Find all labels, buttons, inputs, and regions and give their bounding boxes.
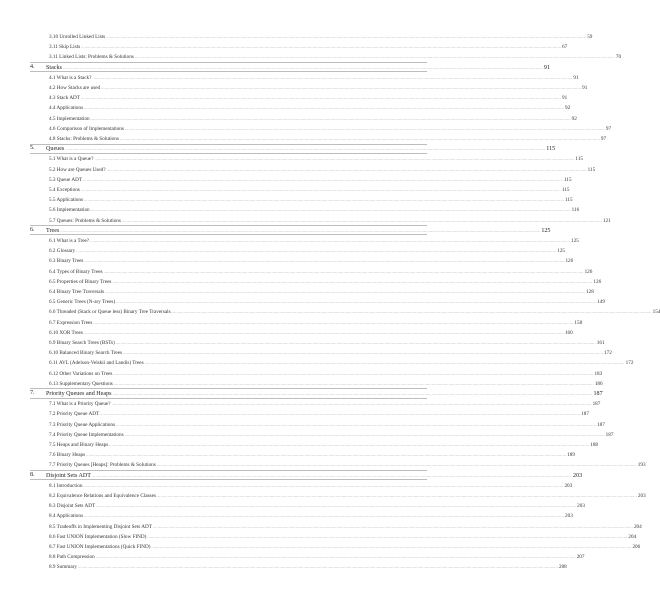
dot-leader: ................................................................................................................................................................................................................................................................................................................................................................................................................	[124, 125, 605, 131]
toc-entry-title: 5.6 Implementation	[49, 207, 90, 214]
toc-page-number: 91	[573, 74, 579, 81]
toc-entry	[49, 481, 573, 491]
chapter-number: 7.	[30, 390, 35, 396]
dot-leader: ................................................................................................................................................................................................................................................................................................................................................................................................................	[101, 85, 582, 90]
toc-entry	[49, 318, 583, 328]
toc-section-row	[0, 562, 567, 571]
toc-entry	[49, 420, 605, 430]
toc-section-row	[0, 379, 603, 388]
toc-entry	[49, 501, 585, 511]
toc-entry	[49, 277, 602, 287]
toc-page-number: 91	[543, 64, 551, 71]
toc-entry-title: 6.4 Binary Tree Traversals	[49, 289, 105, 295]
dot-leader: ................................................................................................................................................................................................................................................................................................................................................................................................................	[100, 411, 581, 417]
toc-section-row	[0, 185, 570, 194]
toc-entry	[49, 267, 593, 277]
toc-entry	[49, 185, 570, 195]
toc-entry-title: 3.11 Skip Lists	[49, 44, 81, 51]
toc-entry	[49, 93, 568, 103]
toc-section-row	[0, 256, 574, 265]
toc-section-row	[0, 93, 568, 102]
toc-page-number: 206	[632, 544, 641, 550]
toc-entry	[49, 297, 605, 307]
toc-section-row	[0, 205, 580, 214]
toc-section-row	[0, 481, 573, 490]
chapter-divider-top	[30, 225, 427, 226]
dot-leader: ................................................................................................................................................................................................................................................................................................................................................................................................................	[80, 95, 561, 101]
toc-page-number: 187	[592, 401, 601, 408]
dot-leader: ................................................................................................................................................................................................................................................................................................................................................................................................................	[156, 493, 637, 498]
toc-entry-title: 5.3 Queue ADT	[49, 176, 82, 183]
dot-leader: ................................................................................................................................................................................................................................................................................................................................................................................................................	[121, 217, 602, 223]
toc-entry-title: 4.8 Stacks: Problems & Solutions	[49, 136, 119, 142]
dot-leader: ................................................................................................................................................................................................................................................................................................................................................................................................................	[151, 544, 632, 549]
dot-leader: ................................................................................................................................................................................................................................................................................................................................................................................................................	[83, 329, 564, 335]
toc-entry	[49, 450, 575, 460]
toc-entry	[49, 379, 603, 389]
toc-section-row	[0, 124, 612, 133]
toc-page-number: 186	[594, 380, 603, 387]
toc-page-number: 204	[628, 533, 637, 540]
dot-leader: ................................................................................................................................................................................................................................................................................................................................................................................................................	[119, 136, 600, 141]
dot-leader: ................................................................................................................................................................................................................................................................................................................................................................................................................	[144, 360, 625, 366]
toc-section-row	[0, 369, 603, 378]
toc-entry	[49, 52, 622, 62]
toc-entry	[49, 205, 580, 215]
toc-entry-title: 8.3 Disjoint Sets ADT	[49, 503, 96, 510]
dot-leader: ................................................................................................................................................................................................................................................................................................................................................................................................................	[62, 64, 543, 70]
toc-entry	[49, 216, 611, 226]
toc-page-number: 126	[593, 278, 602, 285]
dot-leader: ................................................................................................................................................................................................................................................................................................................................................................................................................	[84, 105, 565, 111]
toc-entry	[49, 256, 574, 266]
toc-section-row	[0, 195, 573, 204]
toc-entry	[49, 287, 594, 297]
toc-entry-title: 6.5 Generic Trees (N-ary Trees)	[49, 299, 116, 306]
toc-page-number: 161	[596, 340, 605, 346]
toc-section-row	[0, 358, 634, 367]
toc-entry-title: 4.2 How Stacks are used	[49, 85, 101, 91]
toc-page-number: 187	[581, 411, 589, 418]
dot-leader: ................................................................................................................................................................................................................................................................................................................................................................................................................	[111, 401, 592, 407]
toc-entry-title: Priority Queues and Heaps	[46, 391, 112, 397]
toc-section-row	[0, 114, 577, 123]
toc-entry	[49, 511, 573, 521]
toc-entry-title: 6.12 Other Variations on Trees	[49, 370, 113, 377]
toc-entry-title: 7.4 Priority Queue Implementations	[49, 431, 124, 438]
dot-leader: ................................................................................................................................................................................................................................................................................................................................................................................................................	[84, 197, 565, 203]
toc-section-row	[0, 532, 637, 541]
toc-entry-title: 8.2 Equivalence Relations and Equivalence Classes	[49, 493, 156, 499]
toc-section-row	[0, 542, 641, 551]
toc-page-number: 91	[582, 85, 588, 91]
toc-entry	[49, 399, 601, 409]
dot-leader: ................................................................................................................................................................................................................................................................................................................................................................................................................	[84, 258, 565, 264]
dot-leader: ................................................................................................................................................................................................................................................................................................................................................................................................................	[147, 533, 628, 539]
toc-entry-title: 4.1 What is a Stack?	[49, 74, 92, 81]
dot-leader: ................................................................................................................................................................................................................................................................................................................................................................................................................	[106, 166, 587, 172]
toc-section-row	[0, 103, 571, 112]
toc-page-number: 97	[605, 125, 612, 132]
toc-page-number: 115	[546, 146, 556, 153]
toc-entry-title: 4.4 Applications	[49, 105, 84, 112]
toc-section-row	[0, 501, 585, 510]
toc-entry-title: 5.4 Exceptions	[49, 187, 80, 193]
toc-entry-title: 5.7 Queues: Problems & Solutions	[49, 217, 121, 224]
dot-leader: ................................................................................................................................................................................................................................................................................................................................................................................................................	[106, 34, 587, 39]
chapter-divider-top	[30, 388, 427, 389]
dot-leader: ................................................................................................................................................................................................................................................................................................................................................................................................................	[90, 207, 571, 213]
toc-section-row	[0, 399, 601, 408]
toc-page-number: 187	[605, 431, 614, 438]
toc-entry-title: Stacks	[46, 64, 62, 71]
dot-leader: ................................................................................................................................................................................................................................................................................................................................................................................................................	[124, 431, 605, 437]
toc-entry	[49, 83, 588, 93]
toc-page-number: 115	[575, 156, 584, 163]
toc-page-number: 91	[561, 95, 568, 102]
toc-page-number: 125	[557, 248, 566, 255]
dot-leader: ................................................................................................................................................................................................................................................................................................................................................................................................................	[112, 391, 593, 396]
toc-entry-title: 6.4 Types of Binary Trees	[49, 268, 103, 275]
toc-section-row	[0, 73, 579, 82]
toc-entry-title: 4.3 Stack ADT	[49, 95, 80, 102]
toc-entry	[49, 562, 567, 572]
toc-entry	[49, 165, 596, 175]
toc-page-number: 160	[564, 329, 573, 336]
toc-entry-title: 8.6 Fast UNION Implementation (Slow FIND)	[49, 533, 147, 540]
toc-section-row	[0, 297, 605, 306]
toc-section-row	[0, 450, 575, 459]
toc-section-row	[0, 552, 585, 561]
toc-page-number: 172	[604, 350, 612, 357]
dot-leader: ................................................................................................................................................................................................................................................................................................................................................................................................................	[93, 319, 574, 325]
toc-page-number: 128	[586, 289, 594, 295]
toc-page-number: 92	[571, 115, 577, 122]
toc-page-number: 187	[593, 391, 603, 397]
toc-page-number: 154	[652, 309, 660, 316]
toc-page-number: 203	[577, 503, 585, 510]
toc-page-number: 115	[587, 166, 596, 173]
toc-entry-title: 7.2 Priority Queue ADT	[49, 411, 100, 418]
toc-entry-title: 8.4 Applications	[49, 513, 84, 520]
toc-page-number: 204	[633, 523, 642, 530]
dot-leader: ................................................................................................................................................................................................................................................................................................................................................................................................................	[92, 74, 573, 80]
toc-section-row	[0, 175, 572, 184]
toc-entry	[49, 154, 584, 164]
toc-section-row	[0, 307, 660, 316]
dot-leader: ................................................................................................................................................................................................................................................................................................................................................................................................................	[115, 340, 596, 345]
toc-page-number: 70	[615, 54, 622, 61]
toc-entry-title: 5.2 How are Queues Used?	[49, 166, 106, 173]
toc-page-number: 116	[571, 207, 580, 214]
toc-entry-title: 6.11 AVL (Adelson-Velskii and Landis) Trees	[49, 360, 144, 367]
toc-entry-title: 6.7 Expression Trees	[49, 319, 93, 326]
dot-leader: ................................................................................................................................................................................................................................................................................................................................................................................................................	[109, 442, 590, 447]
toc-page-number: 187	[597, 421, 605, 428]
chapter-number: 8.	[30, 471, 35, 478]
toc-page-number: 67	[562, 44, 568, 51]
toc-section-row	[0, 32, 593, 41]
toc-entry-title: 6.10 XOR Trees	[49, 329, 83, 336]
toc-page-number: 208	[558, 564, 567, 571]
toc-section-row	[0, 287, 594, 296]
toc-section-row	[0, 430, 614, 439]
toc-page-number: 183	[594, 370, 603, 377]
toc-entry	[49, 328, 573, 338]
toc-entry	[49, 32, 593, 42]
toc-section-row	[0, 328, 573, 337]
toc-section-row	[0, 348, 612, 357]
toc-entry-title: 3.10 Unrolled Linked Lists	[49, 34, 106, 40]
dot-leader: ................................................................................................................................................................................................................................................................................................................................................................................................................	[90, 115, 571, 121]
dot-leader: ................................................................................................................................................................................................................................................................................................................................................................................................................	[83, 482, 564, 488]
toc-entry	[49, 42, 568, 52]
toc-entry-title: Disjoint Sets ADT	[46, 472, 92, 479]
toc-entry-title: 5.5 Applications	[49, 197, 84, 204]
dot-leader: ................................................................................................................................................................................................................................................................................................................................................................................................................	[156, 462, 637, 468]
toc-entry	[49, 532, 637, 542]
toc-section-row	[0, 409, 589, 418]
dot-leader: ................................................................................................................................................................................................................................................................................................................................................................................................................	[112, 278, 593, 284]
toc-section-row	[0, 491, 646, 500]
toc-entry	[49, 348, 612, 358]
toc-section-row	[0, 52, 622, 61]
toc-page-number: 203	[564, 482, 573, 489]
toc-section-row	[0, 165, 596, 174]
toc-page-number: 126	[584, 268, 593, 275]
toc-section-row	[0, 338, 605, 347]
toc-entry	[49, 409, 589, 419]
toc-page-number: 193	[637, 462, 646, 469]
toc-entry	[49, 236, 579, 246]
dot-leader: ................................................................................................................................................................................................................................................................................................................................................................................................................	[103, 268, 584, 274]
toc-section-row	[0, 246, 566, 255]
chapter-divider-top	[30, 62, 427, 63]
toc-entry-title: Queues	[46, 146, 65, 153]
toc-entry-title: 6.10 Balanced Binary Search Trees	[49, 350, 123, 357]
toc-entry-title: 4.5 Implementation	[49, 115, 90, 122]
toc-section-row	[0, 154, 584, 163]
chapter-divider-top	[30, 144, 427, 145]
toc-entry-title: 6.1 What is a Tree?	[49, 238, 90, 244]
toc-entry-title: 7.6 Binary Heaps	[49, 452, 86, 459]
toc-entry	[49, 440, 598, 450]
toc-entry	[49, 338, 605, 348]
chapter-divider-top	[30, 470, 427, 471]
toc-entry	[49, 460, 646, 470]
toc-entry-title: 7.5 Heaps and Binary Heaps	[49, 442, 109, 448]
toc-page-number: 203	[565, 513, 573, 520]
toc-entry-title: 8.5 Tradeoffs in Implementing Disjoint Sets ADT	[49, 523, 152, 530]
dot-leader: ................................................................................................................................................................................................................................................................................................................................................................................................................	[84, 513, 565, 519]
dot-leader: ................................................................................................................................................................................................................................................................................................................................................................................................................	[113, 370, 594, 376]
toc-page-number: 158	[574, 319, 583, 326]
toc-entry-title: 8.7 Fast UNION Implementations (Quick FIND)	[49, 544, 151, 550]
toc-entry	[49, 542, 641, 552]
toc-page-number: 203	[637, 493, 646, 499]
toc-section-row	[0, 460, 646, 469]
dot-leader: ................................................................................................................................................................................................................................................................................................................................................................................................................	[171, 309, 652, 315]
toc-entry	[49, 124, 612, 134]
chapter-number: 5.	[30, 145, 35, 152]
toc-page-number: 125	[571, 238, 579, 244]
toc-entry	[49, 73, 579, 83]
dot-leader: ................................................................................................................................................................................................................................................................................................................................................................................................................	[95, 554, 576, 560]
toc-entry-title: 4.6 Comparison of Implementations	[49, 125, 124, 132]
toc-section-row	[0, 277, 602, 286]
toc-entry-title: 6.3 Binary Trees	[49, 258, 84, 265]
toc-entry	[49, 491, 646, 501]
toc-entry	[49, 552, 585, 562]
dot-leader: ................................................................................................................................................................................................................................................................................................................................................................................................................	[105, 289, 586, 294]
dot-leader: ................................................................................................................................................................................................................................................................................................................................................................................................................	[94, 156, 575, 162]
toc-entry-title: Trees	[46, 227, 60, 234]
toc-entry	[49, 134, 607, 144]
toc-section-row	[0, 511, 573, 520]
chapter-number: 6.	[30, 226, 35, 233]
toc-page-number: 172	[625, 360, 634, 367]
dot-leader: ................................................................................................................................................................................................................................................................................................................................................................................................................	[81, 44, 562, 50]
toc-entry	[49, 175, 572, 185]
toc-section-row	[0, 83, 588, 92]
dot-leader: ................................................................................................................................................................................................................................................................................................................................................................................................................	[80, 187, 561, 192]
dot-leader: ................................................................................................................................................................................................................................................................................................................................................................................................................	[113, 380, 594, 386]
toc-entry-title: 7.3 Priority Queue Applications	[49, 421, 115, 428]
toc-section-row	[0, 267, 593, 276]
toc-page-number: 126	[565, 258, 574, 265]
toc-page-number: 188	[590, 442, 598, 448]
toc-entry	[49, 307, 660, 317]
toc-entry	[49, 195, 573, 205]
toc-entry	[49, 430, 614, 440]
toc-page-number: 115	[561, 187, 570, 193]
dot-leader: ................................................................................................................................................................................................................................................................................................................................................................................................................	[96, 503, 577, 509]
toc-entry	[49, 522, 642, 532]
dot-leader: ................................................................................................................................................................................................................................................................................................................................................................................................................	[77, 564, 558, 570]
toc-page-number: 92	[565, 105, 571, 112]
toc-entry	[49, 114, 577, 124]
toc-section-row	[0, 522, 642, 531]
dot-leader: ................................................................................................................................................................................................................................................................................................................................................................................................................	[116, 421, 596, 427]
toc-page-number: 189	[567, 452, 575, 459]
toc-section-row	[0, 216, 611, 225]
toc-page-number: 121	[602, 217, 611, 224]
toc-entry-title: 6.5 Properties of Binary Trees	[49, 278, 112, 285]
dot-leader: ................................................................................................................................................................................................................................................................................................................................................................................................................	[134, 54, 615, 60]
toc-section-row	[0, 420, 605, 429]
toc-entry	[49, 358, 634, 368]
chapter-number: 4.	[30, 63, 35, 70]
dot-leader: ................................................................................................................................................................................................................................................................................................................................................................................................................	[152, 523, 633, 529]
toc-page-number: 149	[597, 299, 605, 306]
toc-entry-title: 6.9 Binary Search Trees (BSTs)	[49, 340, 115, 346]
toc-entry-title: 6.6 Threaded (Stack or Queue less) Binary Tree Traversals	[49, 309, 171, 316]
toc-section-row	[0, 134, 607, 143]
toc-page-number: 59	[587, 34, 593, 40]
toc-entry-title: 5.1 What is a Queue?	[49, 156, 94, 163]
dot-leader: ................................................................................................................................................................................................................................................................................................................................................................................................................	[123, 350, 604, 356]
dot-leader: ................................................................................................................................................................................................................................................................................................................................................................................................................	[76, 248, 557, 254]
toc-page-number: 115	[564, 176, 572, 183]
dot-leader: ................................................................................................................................................................................................................................................................................................................................................................................................................	[116, 299, 597, 305]
toc-section-row	[0, 236, 579, 245]
toc-page-number: 125	[541, 227, 551, 234]
toc-entry-title: 3.11 Linked Lists: Problems & Solutions	[49, 54, 134, 61]
dot-leader: ................................................................................................................................................................................................................................................................................................................................................................................................................	[60, 227, 541, 233]
toc-entry-title: 7.7 Priority Queues [Heaps]: Problems & Solutions	[49, 462, 156, 469]
toc-entry-title: 7.1 What is a Priority Queue?	[49, 401, 111, 408]
toc-page-number: 97	[600, 136, 607, 142]
dot-leader: ................................................................................................................................................................................................................................................................................................................................................................................................................	[86, 452, 567, 458]
toc-section-row	[0, 42, 568, 51]
toc-page-number: 207	[576, 554, 585, 561]
dot-leader: ................................................................................................................................................................................................................................................................................................................................................................................................................	[83, 176, 563, 182]
toc-entry-title: 6.2 Glossary	[49, 248, 76, 255]
toc-page-number: 115	[565, 197, 573, 204]
toc-entry	[49, 103, 571, 113]
dot-leader: ................................................................................................................................................................................................................................................................................................................................................................................................................	[90, 238, 571, 243]
toc-entry-title: 8.1 Introduction	[49, 482, 83, 489]
toc-entry-title: 6.13 Supplementary Questions	[49, 380, 113, 387]
dot-leader: ................................................................................................................................................................................................................................................................................................................................................................................................................	[65, 146, 546, 152]
toc-page-number: 203	[573, 472, 583, 479]
toc-entry	[49, 369, 603, 379]
toc-entry-title: 8.9 Summary	[49, 564, 77, 571]
toc-section-row	[0, 318, 583, 327]
toc-section-row	[0, 440, 598, 449]
toc-entry-title: 8.8 Path Compression	[49, 554, 95, 561]
dot-leader: ................................................................................................................................................................................................................................................................................................................................................................................................................	[92, 472, 573, 478]
toc-entry	[49, 246, 566, 256]
